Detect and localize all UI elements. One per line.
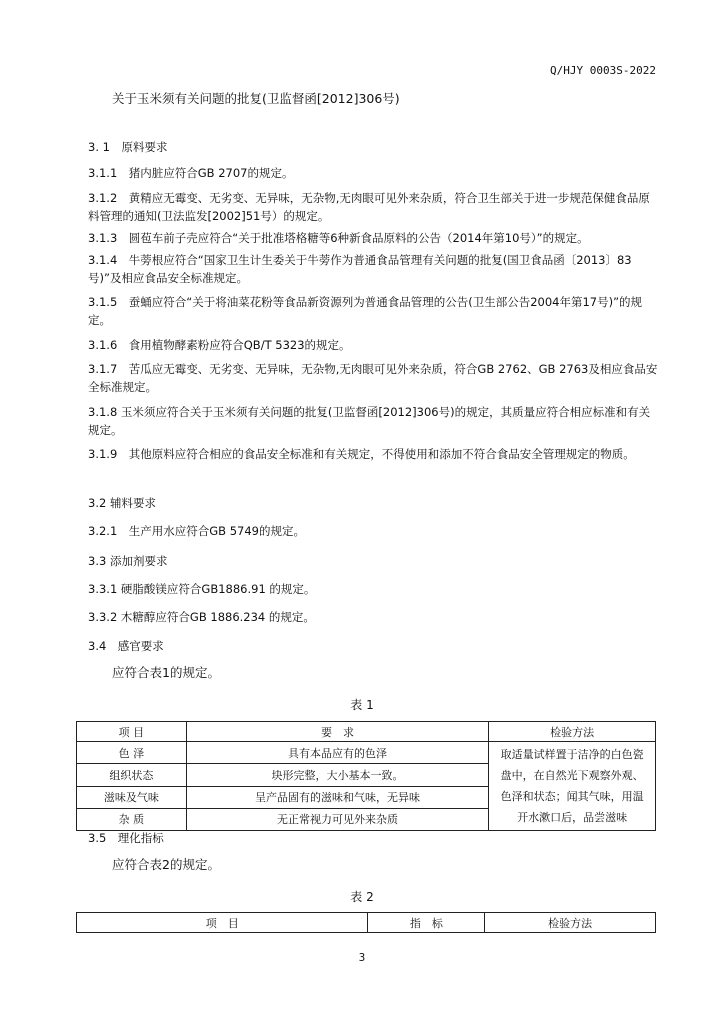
physicochemical-table: [76, 912, 656, 933]
sensory-table: [76, 721, 656, 831]
text-line: 3.3.2 木糖醇应符合GB 1886.234 的规定。: [88, 610, 315, 624]
text-line: 3.2.1 生产用水应符合GB 5749的规定。: [88, 524, 305, 538]
text-line: 应符合表1的规定。: [112, 665, 220, 680]
text-line: 应符合表2的规定。: [112, 857, 220, 872]
table-header: 项 目: [77, 722, 187, 742]
table-cell: 具有本品应有的色泽: [186, 742, 488, 764]
table-cell: 组织状态: [77, 764, 187, 786]
text-line: 3.1.7 苦瓜应无霉变、无劣变、无异味，无杂物,无肉眼可见外来杂质，符合GB 2762、GB 2763及相应食品安全标准规定。: [88, 362, 658, 394]
table-header: 检验方法: [489, 722, 656, 742]
table-cell: 滋味及气味: [77, 786, 187, 808]
table-cell: 块形完整，大小基本一致。: [186, 764, 488, 786]
text-line: 3.1.1 猪内脏应符合GB 2707的规定。: [88, 166, 294, 180]
text-line: 关于玉米须有关问题的批复(卫监督函[2012]306号): [112, 91, 400, 106]
section-heading: 3.3 添加剂要求: [88, 554, 168, 568]
table2-caption: 表 2: [350, 890, 374, 904]
page-number: 3: [358, 952, 366, 964]
text-line: 3.1.3 圆苞车前子壳应符合“关于批准塔格糖等6种新食品原料的公告（2014年第10号）”的规定。: [88, 231, 589, 245]
table-cell: 杂 质: [77, 808, 187, 830]
table-cell: 呈产品固有的滋味和气味，无异味: [186, 786, 488, 808]
text-line: 3.1.5 蚕蛹应符合“关于将油菜花粉等食品新资源列为普通食品管理的公告(卫生部公告2004年第17号)”的规定。: [88, 295, 643, 327]
text-line: 3.1.9 其他原料应符合相应的食品安全标准和有关规定，不得使用和添加不符合食品安全管理规定的物质。: [88, 447, 635, 461]
table-cell: 色 泽: [77, 742, 187, 764]
table1-caption: 表 1: [350, 698, 374, 712]
text-line: 3.1.2 黄精应无霉变、无劣变、无异味，无杂物,无肉眼可见外来杂质，符合卫生部关于进一步规范保健食品原料管理的通知(卫法监发[2002]51号）的规定。: [88, 191, 650, 223]
text-line: 3.1.4 牛蒡根应符合“国家卫生计生委关于牛蒡作为普通食品管理有关问题的批复(国卫食品函〔2013〕83号)”及相应食品安全标准规定。: [88, 253, 632, 285]
section-heading: 3. 1 原料要求: [88, 140, 168, 154]
table-header: 检验方法: [485, 913, 656, 933]
table-header: 要 求: [186, 722, 488, 742]
text-line: 3.1.6 食用植物酵素粉应符合QB/T 5323的规定。: [88, 338, 351, 352]
text-line: 3.1.8 玉米须应符合关于玉米须有关问题的批复(卫监督函[2012]306号)的规定，其质量应符合相应标准和有关规定。: [88, 405, 651, 437]
table-header: 指 标: [368, 913, 485, 933]
section-heading: 3.4 感官要求: [88, 639, 164, 653]
section-heading: 3.5 理化指标: [88, 831, 164, 845]
table-header: 项 目: [77, 913, 368, 933]
text-line: 3.3.1 硬脂酸镁应符合GB1886.91 的规定。: [88, 582, 316, 596]
test-method-cell: 取适量试样置于洁净的白色瓷盘中，在自然光下观察外观、色泽和状态；闻其气味，用温开水漱口后，品尝滋味: [489, 742, 656, 831]
table-row: [77, 742, 656, 764]
section-heading: 3.2 辅料要求: [88, 496, 156, 510]
document-code: Q/HJY 0003S-2022: [550, 64, 656, 77]
table-cell: 无正常视力可见外来杂质: [186, 808, 488, 830]
